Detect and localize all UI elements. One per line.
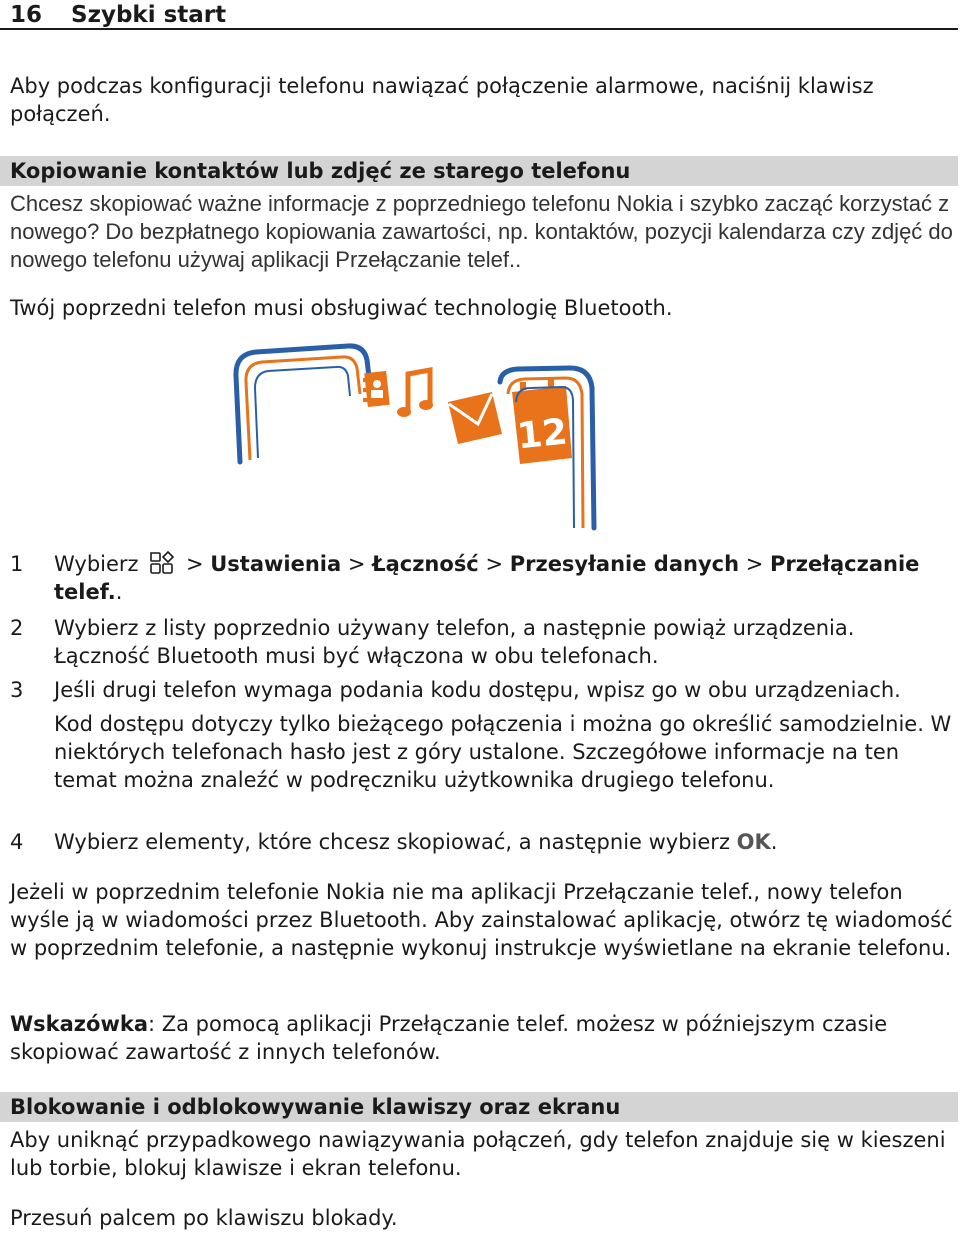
section-heading-text: Kopiowanie kontaktów lub zdjęć ze starego telefonu xyxy=(10,159,631,183)
ok-label: OK xyxy=(736,830,771,854)
music-note-icon xyxy=(397,370,433,417)
step-number: 2 xyxy=(10,616,24,640)
step-number: 4 xyxy=(10,830,24,854)
step-number: 3 xyxy=(10,678,24,702)
path-separator: > xyxy=(478,552,510,576)
step-end: . xyxy=(115,580,123,604)
step-text: Wybierz xyxy=(54,552,139,576)
section-heading-text: Blokowanie i odblokowywanie klawiszy oraz ekranu xyxy=(10,1095,621,1119)
tip-paragraph xyxy=(10,1010,955,1066)
contact-card-icon xyxy=(363,371,390,407)
transfer-illustration xyxy=(230,342,600,532)
calendar-number: 12 xyxy=(515,411,570,458)
step-text: Jeśli drugi telefon wymaga podania kodu dostępu, wpisz go w obu urządzeniach. xyxy=(54,678,901,702)
tip-text: Za pomocą aplikacji Przełączanie telef. możesz w późniejszym czasie skopiować zawartość z innych telefonów. xyxy=(10,1012,888,1064)
path-separator: > xyxy=(341,552,373,576)
section-heading-copy xyxy=(0,156,958,186)
envelope-icon xyxy=(448,392,502,444)
path-separator: > xyxy=(185,552,211,576)
menu-path-przelaczanie: Przełączanie telef. xyxy=(54,552,920,604)
section-heading-lock xyxy=(0,1092,958,1122)
step-text: Wybierz z listy poprzednio używany telefon, a następnie powiąż urządzenia. Łączność Bluetooth musi być włączona w obu telefonach. xyxy=(54,616,855,668)
missing-app-paragraph: Jeżeli w poprzednim telefonie Nokia nie ma aplikacji Przełączanie telef., nowy telefon wyśle ją w wiadomości przez Bluetooth. Aby zainstalować aplikację, otwórz tę wiadomość w poprzednim telefonie, a następnie wykonuj instrukcje wyświetlane na ekranie telefonu. xyxy=(10,880,953,960)
step-text: Wybierz elementy, które chcesz skopiować, a następnie wybierz xyxy=(54,830,730,854)
step-number: 1 xyxy=(10,552,24,576)
menu-path-ustawienia: Ustawienia xyxy=(210,552,342,576)
bluetooth-requirement: Twój poprzedni telefon musi obsługiwać technologię Bluetooth. xyxy=(10,296,673,320)
chapter-title: Szybki start xyxy=(71,2,227,28)
intro-paragraph: Aby podczas konfiguracji telefonu nawiązać połączenie alarmowe, naciśnij klawisz połączeń. xyxy=(10,74,874,126)
lock-paragraph: Aby uniknąć przypadkowego nawiązywania połączeń, gdy telefon znajduje się w kieszeni lub torbie, blokuj klawisze i ekran telefonu. xyxy=(10,1128,946,1180)
old-phone-icon xyxy=(236,346,371,462)
menu-path-lacznosc: Łączność xyxy=(372,552,479,576)
header-rule xyxy=(0,28,958,30)
page-header xyxy=(0,0,960,30)
lock-instruction: Przesuń palcem po klawiszu blokady. xyxy=(10,1206,398,1230)
page-number: 16 xyxy=(10,2,43,28)
path-separator: > xyxy=(739,552,770,576)
menu-icon xyxy=(149,551,175,575)
copy-paragraph: Chcesz skopiować ważne informacje z poprzedniego telefonu Nokia i szybko zacząć korzystać z nowego? Do bezpłatnego kopiowania zawartości, np. kontaktów, pozycji kalendarza czy zdjęć do nowego telefonu używaj aplikacji Przełączanie telef.. xyxy=(10,191,953,272)
tip-colon: : xyxy=(148,1012,156,1036)
step-end: . xyxy=(770,830,778,854)
tip-label: Wskazówka xyxy=(10,1012,148,1036)
menu-path-przesylanie: Przesyłanie danych xyxy=(509,552,740,576)
step-note: Kod dostępu dotyczy tylko bieżącego połączenia i można go określić samodzielnie. W niektórych telefonach hasło jest z góry ustalone. Szczegółowe informacje na ten temat można znaleźć w podręczniku użytkownika drugiego telefonu. xyxy=(54,712,952,792)
